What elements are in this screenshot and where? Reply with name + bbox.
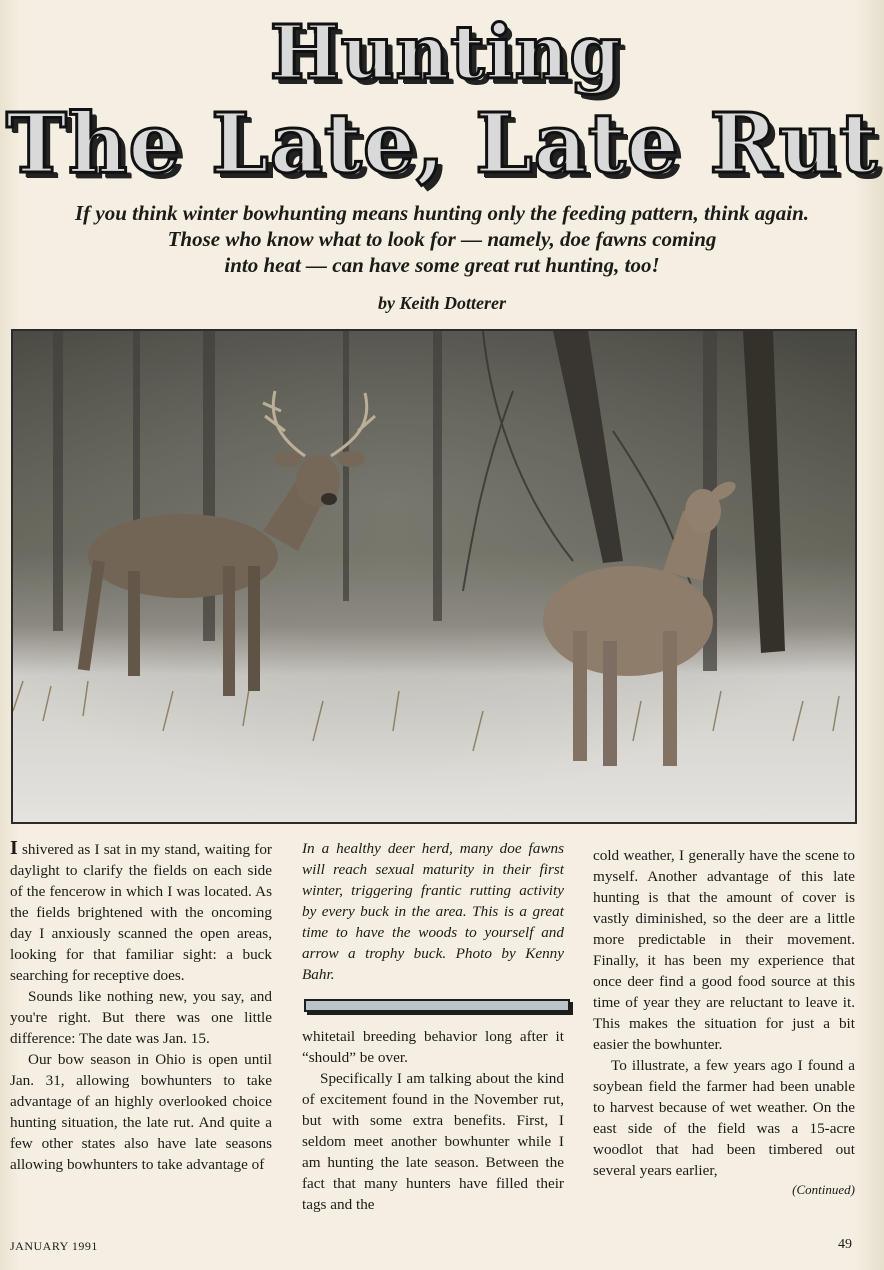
- deer-photo: [11, 329, 857, 824]
- col1-paragraph-3: Our bow season in Ohio is open until Jan. 31, allowing bowhunters to take advantage of an highly overlooked choice hunting situation, the late rut. And quite a few other states also have late seasons allowing bowhunters to take advantage of: [10, 1051, 272, 1173]
- col1-paragraph-2: Sounds like nothing new, you say, and you're right. But there was one little difference: The date was Jan. 15.: [10, 988, 272, 1047]
- page-number: 49: [838, 1237, 852, 1252]
- deck-line-3: into heat — can have some great rut hunting, too!: [224, 253, 660, 277]
- deer-photo-illustration: [13, 331, 855, 822]
- byline: by Keith Dotterer: [378, 293, 506, 313]
- deck-line-1: If you think winter bowhunting means hunting only the feeding pattern, think again.: [74, 201, 810, 225]
- article-deck: [0, 200, 884, 278]
- col2-paragraph-2: Specifically I am talking about the kind of excitement found in the November rut, but with some extra benefits. First, I seldom meet another bowhunter while I am hunting the late season. Between the fact that many hunters have filled their tags and the: [302, 1070, 564, 1213]
- headline-line-2: The Late, Late Rut: [5, 96, 879, 192]
- column-1: [10, 838, 272, 1175]
- col2-paragraph-1: whitetail breeding behavior long after it “should” be over.: [302, 1028, 564, 1066]
- col1-paragraph-1: [10, 838, 272, 986]
- photo-caption: In a healthy deer herd, many doe fawns will reach sexual maturity in their first winter, triggering frantic rutting activity by every buck in the area. This is a great time to have the woods to yourself and arrow a trophy buck. Photo by Kenny Bahr.: [302, 840, 564, 983]
- column-2: [302, 838, 564, 1215]
- column-3: [593, 845, 855, 1200]
- drop-cap: I: [10, 837, 18, 859]
- continued-label: (Continued): [792, 1182, 855, 1197]
- col1-paragraph-1-text: shivered as I sat in my stand, waiting for daylight to clarify the fields on each side of the fencerow in which I was located. As the fields brightened with the oncoming day I anxiously scanned the open areas, looking for that familiar sight: a buck searching for receptive does.: [10, 841, 272, 984]
- col3-paragraph-1: cold weather, I generally have the scene to myself. Another advantage of this late hunting is that the amount of cover is vastly diminished, so the deer are a little more predictable in their movement. Finally, it has been my experience that once deer find a good food source at this time of year they are reluctant to leave it. This makes the situation for just a bit easier the bowhunter.: [593, 847, 855, 1053]
- col3-paragraph-2: To illustrate, a few years ago I found a soybean field the farmer had been unable to harvest because of wet weather. On the east side of the field was a 15-acre woodlot that had been timbered out several years earlier,: [593, 1057, 855, 1179]
- issue-date: JANUARY 1991: [10, 1239, 98, 1253]
- headline-line-1: Hunting: [269, 10, 623, 96]
- caption-divider-bar: [304, 999, 570, 1012]
- deck-line-2: Those who know what to look for — namely, doe fawns coming: [167, 227, 717, 251]
